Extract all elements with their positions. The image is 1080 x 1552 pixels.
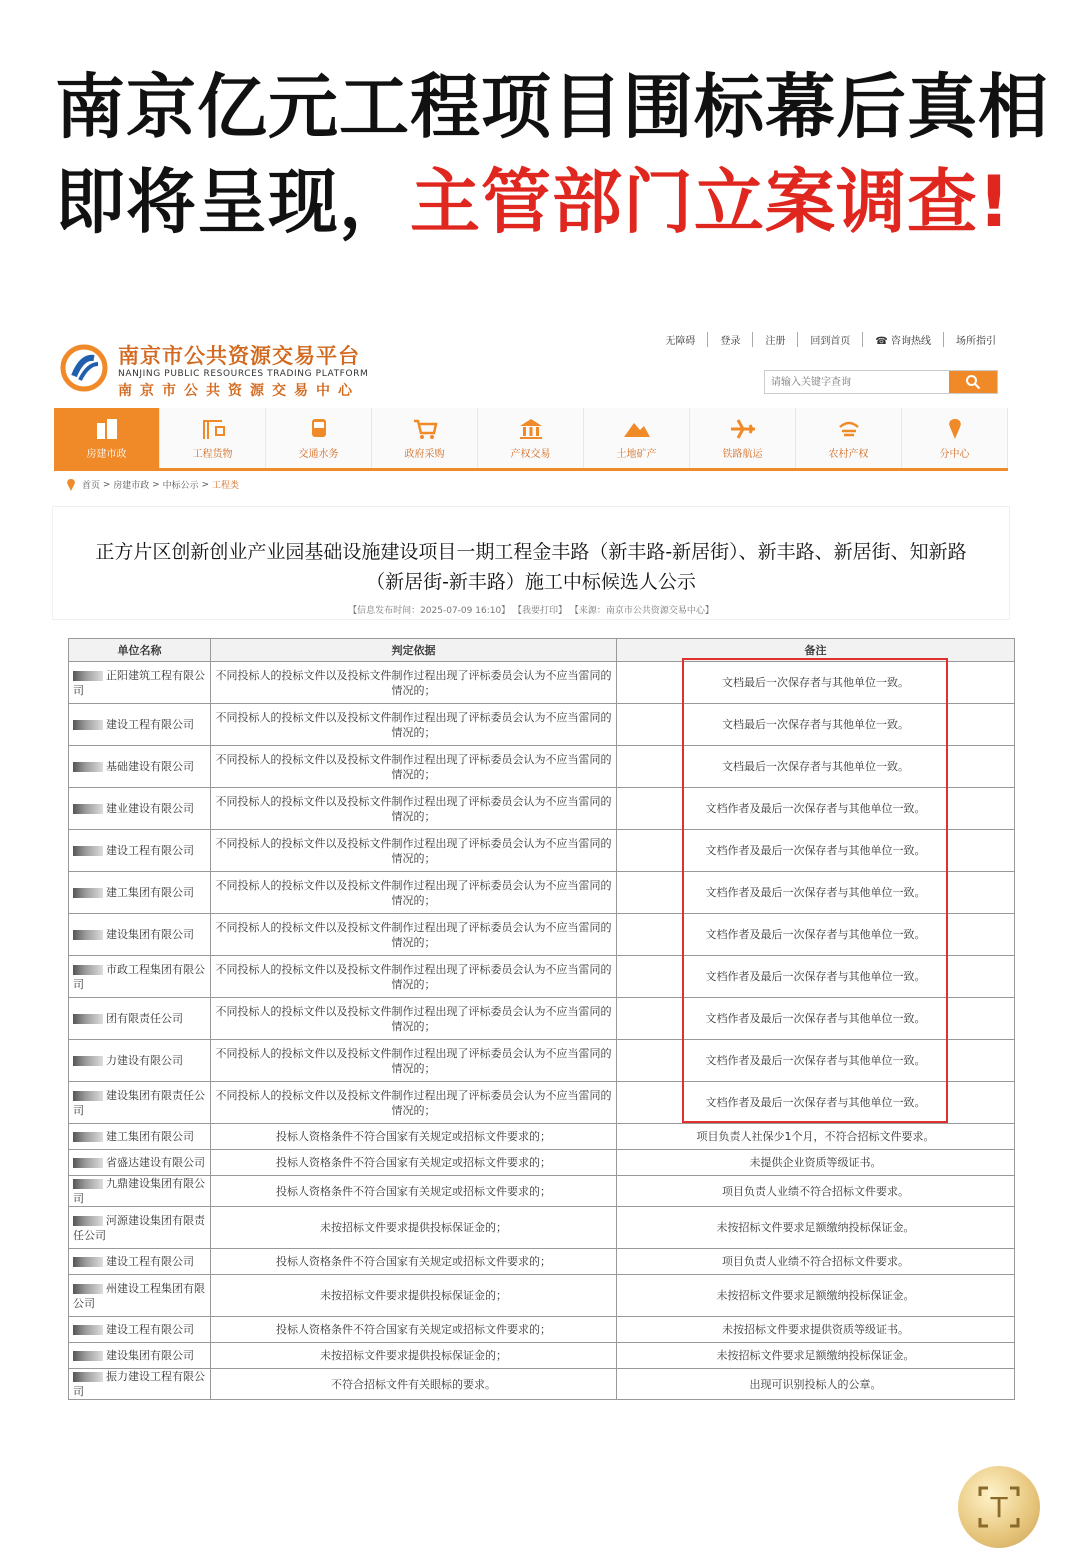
cell-note: 未按招标文件要求足额缴纳投标保证金。 [617,1275,1015,1317]
nav-label: 分中心 [939,448,970,460]
cell-basis: 不同投标人的投标文件以及投标文件制作过程出现了评标委员会认为不应当雷同的情况的； [211,788,617,830]
table-row [69,1124,1015,1150]
breadcrumb-award-notice[interactable]: 中标公示 [162,481,199,491]
nav-label: 房建市政 [86,448,127,460]
cell-note: 文档作者及最后一次保存者与其他单位一致。 [617,872,1015,914]
cell-basis: 未按招标文件要求提供投标保证金的； [211,1207,617,1249]
app-badge[interactable] [958,1466,1040,1548]
nav-item-transport[interactable] [266,408,372,468]
cell-unit [69,1317,211,1343]
table-row [69,1275,1015,1317]
cell-basis: 投标人资格条件不符合国家有关规定或招标文件要求的； [211,1176,617,1207]
highlight-box [682,658,948,1123]
headline-line1: 南京亿元工程项目围标幕后真相 [55,66,1049,148]
redaction-mark [73,1216,103,1226]
unit-name: 建设集团有限公司 [106,1349,194,1362]
cell-unit [69,914,211,956]
top-link-login[interactable]: 登录 [707,332,752,347]
nav-label: 工程货物 [192,448,233,460]
headline-line2-black: 即将呈现， [55,161,410,243]
site-logo[interactable] [60,340,390,400]
redaction-mark [73,671,103,681]
cell-note: 文档作者及最后一次保存者与其他单位一致。 [617,830,1015,872]
table-row [69,1150,1015,1176]
nav-item-branch[interactable] [902,408,1008,468]
unit-name: 州建设工程集团有限公司 [73,1281,205,1310]
cell-basis: 不同投标人的投标文件以及投标文件制作过程出现了评标委员会认为不应当雷同的情况的； [211,830,617,872]
table-row [69,1176,1015,1207]
cell-note: 未按招标文件要求提供资质等级证书。 [617,1317,1015,1343]
cell-note: 文档作者及最后一次保存者与其他单位一致。 [617,956,1015,998]
bus-icon [304,417,334,441]
top-link-register[interactable]: 注册 [752,332,797,347]
nav-label: 铁路航运 [722,448,763,460]
nav-item-housing[interactable] [54,408,160,468]
redaction-mark [73,1091,103,1101]
unit-name: 建工集团有限公司 [106,886,194,899]
cell-basis: 投标人资格条件不符合国家有关规定或招标文件要求的； [211,1249,617,1275]
cell-note: 项目负责人社保少1个月，不符合招标文件要求。 [617,1124,1015,1150]
redaction-mark [73,1132,103,1142]
logo-title-cn: 南京市公共资源交易平台 [118,344,360,368]
location-icon [66,479,76,491]
cell-unit [69,788,211,830]
headline-line2 [55,155,1065,250]
cell-basis: 不同投标人的投标文件以及投标文件制作过程出现了评标委员会认为不应当雷同的情况的； [211,1082,617,1124]
cell-basis: 不同投标人的投标文件以及投标文件制作过程出现了评标委员会认为不应当雷同的情况的； [211,872,617,914]
cell-note: 文档作者及最后一次保存者与其他单位一致。 [617,914,1015,956]
nav-item-procurement[interactable] [372,408,478,468]
unit-name: 建设工程有限公司 [106,1323,194,1336]
cell-unit [69,1082,211,1124]
unit-name: 团有限责任公司 [106,1012,183,1025]
cell-note: 项目负责人业绩不符合招标文件要求。 [617,1249,1015,1275]
table-row [69,1207,1015,1249]
cell-note: 未按招标文件要求足额缴纳投标保证金。 [617,1343,1015,1369]
cell-basis: 不同投标人的投标文件以及投标文件制作过程出现了评标委员会认为不应当雷同的情况的； [211,746,617,788]
cell-unit [69,872,211,914]
redaction-mark [73,1014,103,1024]
cell-unit [69,1207,211,1249]
cell-unit [69,1249,211,1275]
unit-name: 建设工程有限公司 [106,718,194,731]
cell-basis: 不同投标人的投标文件以及投标文件制作过程出现了评标委员会认为不应当雷同的情况的； [211,956,617,998]
table-row [69,1343,1015,1369]
unit-name: 正阳建筑工程有限公司 [73,668,205,697]
headline [55,60,1065,250]
nav-label: 政府采购 [404,448,445,460]
cell-unit [69,998,211,1040]
unit-name: 基础建设有限公司 [106,760,194,773]
cell-unit [69,1124,211,1150]
cell-unit [69,1150,211,1176]
cell-basis: 未按招标文件要求提供投标保证金的； [211,1275,617,1317]
col-header-unit: 单位名称 [69,639,211,662]
phone-icon: ☎ [875,336,891,347]
cell-unit [69,956,211,998]
cell-note: 文档最后一次保存者与其他单位一致。 [617,662,1015,704]
cell-basis: 不同投标人的投标文件以及投标文件制作过程出现了评标委员会认为不应当雷同的情况的； [211,704,617,746]
nav-item-rail-air[interactable] [690,408,796,468]
search-input[interactable] [765,371,949,393]
cell-unit [69,662,211,704]
cell-unit [69,704,211,746]
cell-note: 未提供企业资质等级证书。 [617,1150,1015,1176]
unit-name: 建设工程有限公司 [106,844,194,857]
redaction-mark [73,1179,103,1189]
cell-basis: 不符合招标文件有关眼标的要求。 [211,1369,617,1400]
cell-basis: 不同投标人的投标文件以及投标文件制作过程出现了评标委员会认为不应当雷同的情况的； [211,1040,617,1082]
unit-name: 建设工程有限公司 [106,1255,194,1268]
table-row [69,1317,1015,1343]
redaction-mark [73,965,103,975]
rural-icon [834,417,864,441]
breadcrumb-housing[interactable]: 房建市政 [113,481,150,491]
table-row [69,1249,1015,1275]
cell-note: 文档作者及最后一次保存者与其他单位一致。 [617,998,1015,1040]
nav-item-goods[interactable] [160,408,266,468]
col-header-note: 备注 [617,639,1015,662]
redaction-mark [73,804,103,814]
unit-name: 省盛达建设有限公司 [106,1156,205,1169]
cell-basis: 投标人资格条件不符合国家有关规定或招标文件要求的； [211,1317,617,1343]
unit-name: 建工集团有限公司 [106,1130,194,1143]
redaction-mark [73,1257,103,1267]
redaction-mark [73,1325,103,1335]
redaction-mark [73,1056,103,1066]
cart-icon [410,417,440,441]
cell-note: 文档作者及最后一次保存者与其他单位一致。 [617,1082,1015,1124]
cell-note: 项目负责人业绩不符合招标文件要求。 [617,1176,1015,1207]
nav-label: 农村产权 [828,448,869,460]
top-link-home[interactable]: 回到首页 [797,332,862,347]
cell-unit [69,746,211,788]
cell-note: 文档作者及最后一次保存者与其他单位一致。 [617,1040,1015,1082]
top-links [653,332,1008,347]
nav-label: 土地矿产 [616,448,657,460]
redaction-mark [73,1372,103,1382]
cell-unit [69,1369,211,1400]
text-recognize-icon [958,1466,1040,1548]
unit-name: 建设集团有限责任公司 [73,1088,205,1117]
main-nav [54,408,1008,471]
unit-name: 建业建设有限公司 [106,802,194,815]
notice-meta: 【信息发布时间：2025-07-09 16:10】 【我要打印】 【来源：南京市公共资源交易中心】 [348,606,714,616]
cell-basis: 未按招标文件要求提供投标保证金的； [211,1343,617,1369]
table-row [69,1369,1015,1400]
breadcrumb: 首页 > 房建市政 > 中标公示 > 工程类 [66,478,239,491]
notice-title: 正方片区创新创业产业园基础设施建设项目一期工程金丰路（新丰路-新居街）、新丰路、新居街、知新路（新居街-新丰路）施工中标候选人公示 [95,541,967,593]
top-link-accessibility[interactable]: 无障碍 [665,336,696,347]
nav-item-property[interactable] [478,408,584,468]
cell-unit [69,830,211,872]
redaction-mark [73,930,103,940]
unit-name: 九鼎建设集团有限公司 [73,1177,205,1205]
redaction-mark [73,1351,103,1361]
breadcrumb-home[interactable]: 首页 [82,481,101,491]
breadcrumb-current: 工程类 [211,481,239,491]
redaction-mark [73,1158,103,1168]
cell-note: 文档作者及最后一次保存者与其他单位一致。 [617,788,1015,830]
redaction-mark [73,762,103,772]
col-header-basis: 判定依据 [211,639,617,662]
cell-unit [69,1343,211,1369]
cell-basis: 不同投标人的投标文件以及投标文件制作过程出现了评标委员会认为不应当雷同的情况的； [211,998,617,1040]
cell-basis: 投标人资格条件不符合国家有关规定或招标文件要求的； [211,1150,617,1176]
logo-title-en: NANJING PUBLIC RESOURCES TRADING PLATFORM [118,369,369,379]
cell-note: 未按招标文件要求足额缴纳投标保证金。 [617,1207,1015,1249]
cell-note: 文档最后一次保存者与其他单位一致。 [617,704,1015,746]
crane-icon [198,417,228,441]
cell-unit [69,1176,211,1207]
unit-name: 市政工程集团有限公司 [73,962,205,991]
unit-name: 振力建设工程有限公司 [73,1370,205,1398]
cell-note: 文档最后一次保存者与其他单位一致。 [617,746,1015,788]
notice-header [52,506,1010,620]
cell-note: 出现可识别投标人的公章。 [617,1369,1015,1400]
logo-subtitle-cn: 南京市公共资源交易中心 [118,383,360,399]
top-link-hotline[interactable] [862,332,943,347]
mountain-icon [622,417,652,441]
headline-line2-red: 主管部门立案调查! [410,161,1011,243]
redaction-mark [73,846,103,856]
logo-mark-icon [60,344,108,392]
search-box [764,370,998,394]
website-screenshot [52,318,1012,1398]
bank-icon [516,417,546,441]
map-pin-icon [940,417,970,441]
redaction-mark [73,888,103,898]
search-icon [965,374,981,390]
unit-name: 力建设有限公司 [106,1054,183,1067]
cell-unit [69,1040,211,1082]
cell-basis: 不同投标人的投标文件以及投标文件制作过程出现了评标委员会认为不应当雷同的情况的； [211,914,617,956]
nav-item-rural[interactable] [796,408,902,468]
cell-unit [69,1275,211,1317]
nav-label: 交通水务 [298,448,339,460]
top-link-guide[interactable]: 场所指引 [943,332,1008,347]
unit-name: 建设集团有限公司 [106,928,194,941]
unit-name: 河源建设集团有限责任公司 [73,1213,205,1242]
redaction-mark [73,1284,103,1294]
nav-item-land[interactable] [584,408,690,468]
cell-basis: 投标人资格条件不符合国家有关规定或招标文件要求的； [211,1124,617,1150]
plane-icon [728,417,758,441]
nav-label: 产权交易 [510,448,551,460]
badge-letter: T [990,1491,1008,1524]
building-icon [92,417,122,441]
cell-basis: 不同投标人的投标文件以及投标文件制作过程出现了评标委员会认为不应当雷同的情况的； [211,662,617,704]
search-button[interactable] [949,371,997,393]
top-link-hotline-label: 咨询热线 [891,336,931,347]
redaction-mark [73,720,103,730]
